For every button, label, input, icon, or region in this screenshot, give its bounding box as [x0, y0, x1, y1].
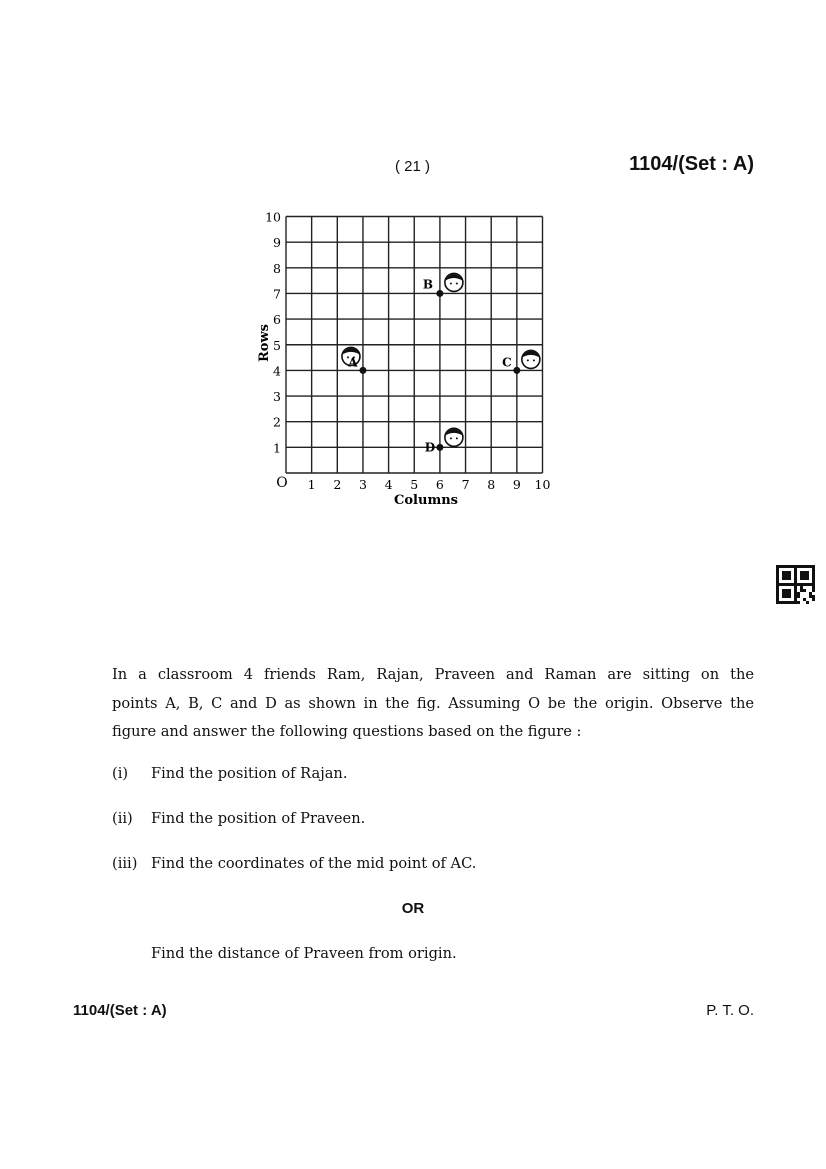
tick-labels: [265, 210, 550, 493]
student-face-icon: [444, 273, 464, 291]
point-marker: [436, 290, 443, 297]
part-number: (ii): [112, 810, 133, 827]
qr-module: [797, 595, 800, 598]
alternative-question: Find the distance of Praveen from origin.: [151, 945, 457, 962]
x-tick-label: 2: [333, 477, 342, 492]
x-tick-label: 9: [512, 477, 521, 492]
qr-module: [809, 592, 812, 595]
origin-label: O: [276, 475, 288, 491]
question-intro: [112, 661, 754, 747]
qr-finder: [800, 571, 809, 580]
student-face-icon: [521, 350, 541, 368]
y-axis-label: Rows: [257, 324, 272, 362]
x-tick-label: 6: [435, 477, 444, 492]
point-label: C: [502, 355, 512, 370]
qr-module: [812, 589, 815, 592]
point-label: D: [424, 440, 436, 455]
qr-module: [812, 586, 815, 589]
x-tick-label: 10: [534, 477, 551, 492]
eye: [456, 282, 458, 284]
grid-lines: [286, 217, 543, 474]
part-number: (i): [112, 765, 129, 782]
question-part-iii: [112, 855, 476, 872]
paper-code-header: 1104/(Set : A): [629, 153, 754, 175]
y-tick-label: 8: [273, 260, 281, 276]
qr-module: [803, 598, 806, 601]
eye: [450, 282, 452, 284]
qr-code-icon: [776, 565, 816, 604]
or-label: OR: [401, 900, 425, 917]
qr-module: [797, 592, 800, 595]
point-label: B: [422, 277, 433, 292]
pto-label: P. T. O.: [706, 1002, 754, 1019]
point-marker: [359, 367, 366, 374]
point-marker: [513, 367, 520, 374]
eye: [456, 437, 458, 439]
eye: [533, 359, 535, 361]
point-marker: [436, 444, 443, 451]
qr-finder: [782, 589, 791, 598]
qr-module: [809, 595, 812, 598]
qr-module: [806, 601, 809, 604]
qr-finder: [782, 571, 791, 580]
qr-module: [812, 595, 815, 598]
qr-module: [800, 589, 803, 592]
y-tick-label: 6: [273, 312, 281, 328]
x-tick-label: 8: [487, 477, 496, 492]
y-tick-label: 1: [273, 440, 281, 456]
paper-code-footer: 1104/(Set : A): [73, 1002, 167, 1019]
points: [341, 273, 541, 454]
part-text: Find the position of Rajan.: [151, 765, 348, 782]
y-tick-label: 7: [273, 286, 281, 302]
qr-module: [812, 598, 815, 601]
intro-line: In a classroom 4 friends Ram, Rajan, Praveen and Raman are sitting on the: [112, 666, 754, 683]
eye: [527, 359, 529, 361]
point-label: A: [348, 355, 358, 370]
part-text: Find the coordinates of the mid point of AC.: [151, 855, 477, 872]
question-part-i: [112, 765, 347, 782]
x-tick-label: 1: [307, 477, 316, 492]
y-tick-label: 3: [273, 389, 281, 405]
y-tick-label: 5: [273, 337, 281, 353]
intro-line: figure and answer the following questions based on the figure :: [112, 723, 582, 740]
qr-module: [800, 586, 803, 589]
y-tick-label: 10: [265, 209, 281, 225]
y-tick-label: 9: [273, 235, 281, 251]
x-tick-label: 7: [461, 477, 470, 492]
part-number: (iii): [112, 855, 138, 872]
coordinate-grid-figure: [0, 0, 826, 560]
question-part-ii: [112, 810, 365, 827]
student-face-icon: [444, 428, 464, 446]
intro-line: points A, B, C and D as shown in the fig. Assuming O be the origin. Observe the: [112, 694, 754, 712]
y-tick-label: 4: [273, 363, 281, 379]
page-number: ( 21 ): [395, 158, 431, 175]
qr-module: [797, 601, 800, 604]
eye: [450, 437, 452, 439]
x-tick-label: 5: [410, 477, 419, 492]
x-tick-label: 3: [358, 477, 367, 492]
x-axis-label: Columns: [394, 493, 458, 508]
y-tick-label: 2: [273, 414, 281, 430]
x-tick-label: 4: [384, 477, 393, 492]
qr-module: [803, 589, 806, 592]
part-text: Find the position of Praveen.: [151, 810, 366, 827]
